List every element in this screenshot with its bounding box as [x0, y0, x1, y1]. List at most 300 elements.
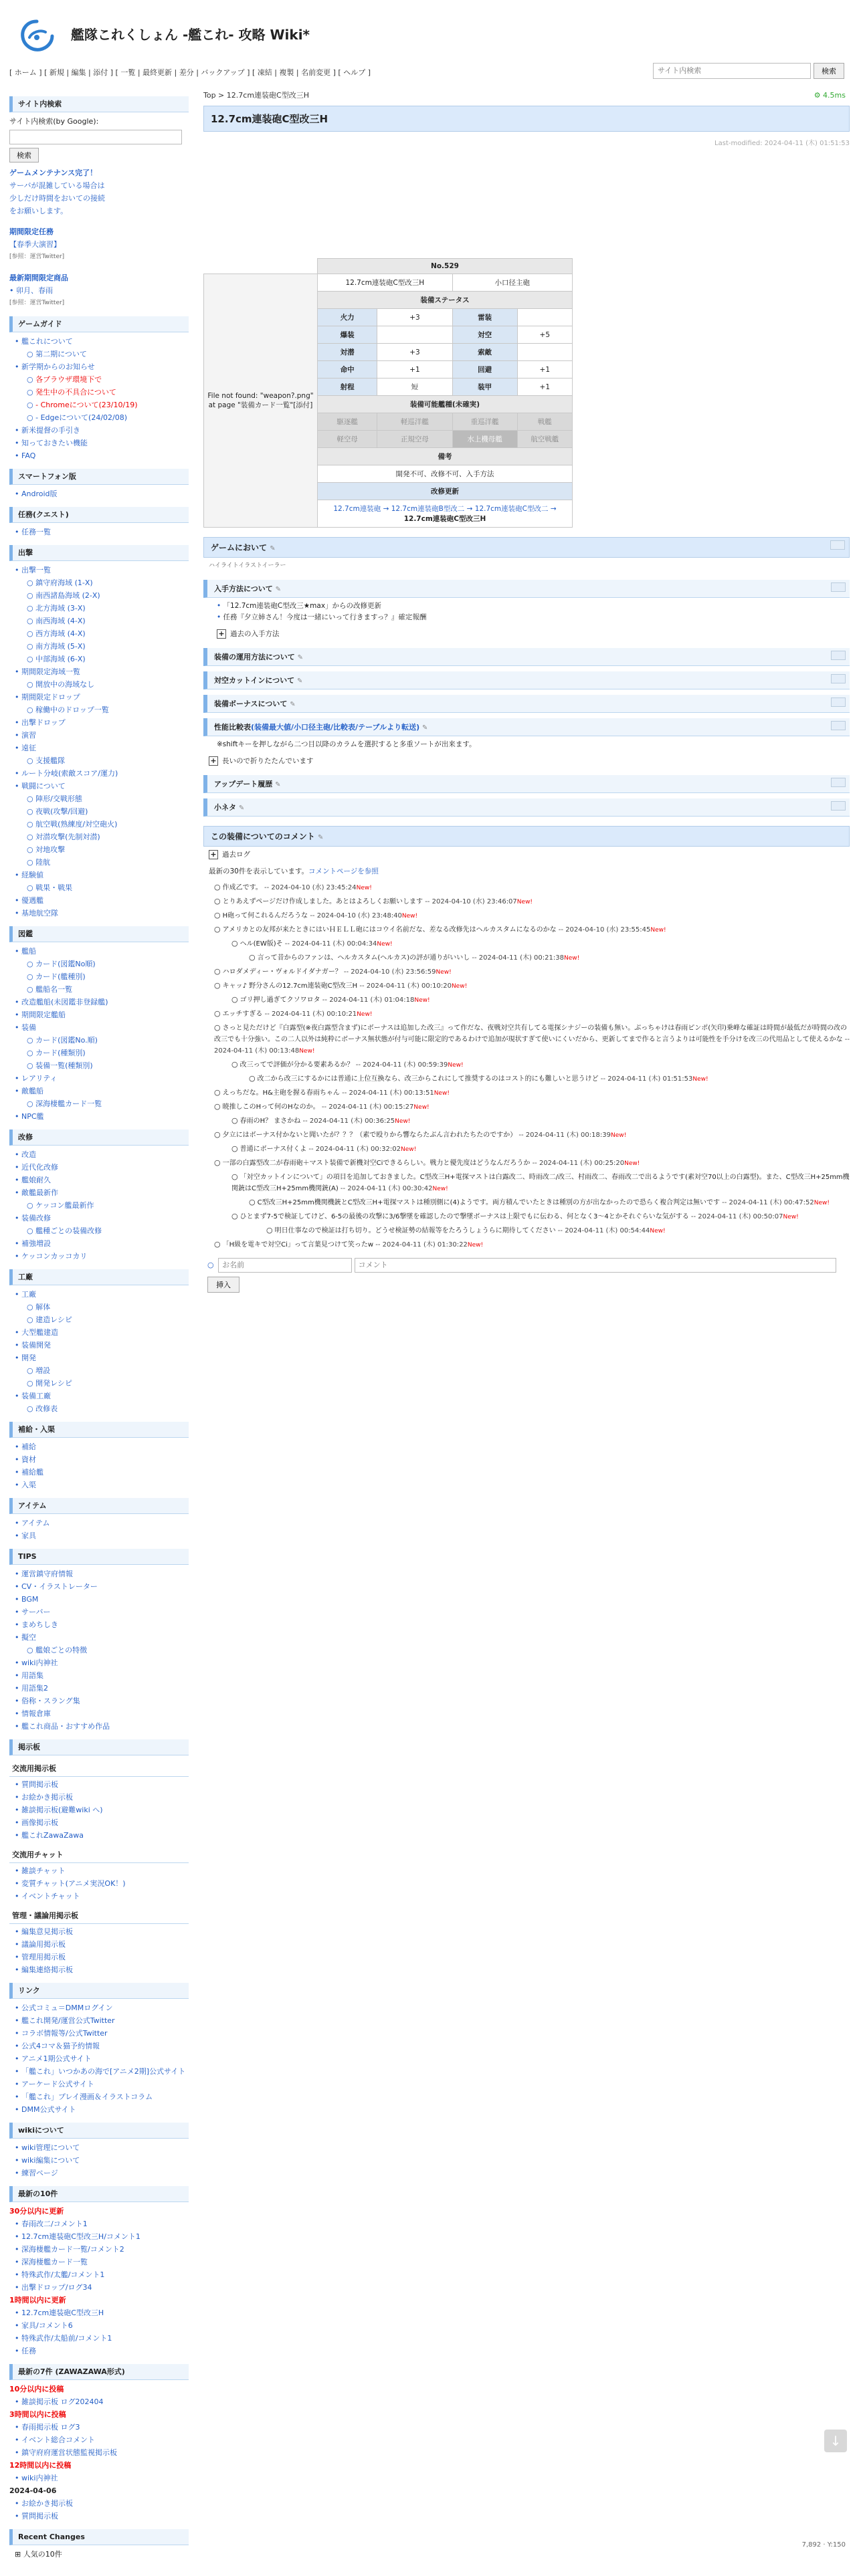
last-modified: Last-modified: 2024-04-11 (木) 01:51:53	[714, 140, 850, 147]
obtain-list	[203, 598, 850, 626]
new-badge: New!	[650, 1228, 666, 1235]
sidebar-link[interactable]: • 期間限定艦船	[9, 1008, 189, 1021]
sidebar-search-input[interactable]	[9, 130, 182, 144]
card-image-missing[interactable]: File not found: "weapon?.png" at page "装備カード一覧"[添付]	[204, 274, 318, 528]
sidebar-link[interactable]: • お絵かき掲示板	[9, 1791, 189, 1804]
sidebar-link[interactable]: ○ 増設	[9, 1364, 189, 1377]
sidebar-link[interactable]: ○ 第二期について	[9, 348, 189, 360]
limited-quest-source[interactable]: [参照：運営Twitter]	[9, 253, 65, 260]
sidebar-group-label: 3時間以内に投稿	[9, 2410, 66, 2419]
sidebar-link[interactable]: • 特殊武作/太船前/コメント1	[9, 2332, 189, 2345]
section-obtain[interactable]	[203, 580, 850, 598]
new-item-source[interactable]: [参照：運営Twitter]	[9, 300, 65, 306]
sidebar-link[interactable]: • お絵かき掲示板	[9, 2497, 189, 2510]
comment-item	[209, 1073, 850, 1085]
sidebar-link[interactable]: ⊞ 人気の10件	[15, 2550, 62, 2559]
sidebar-link[interactable]: • 公式4コマ＆猫予約情報	[9, 2040, 189, 2052]
sidebar-section-heading: 改修	[9, 1130, 189, 1146]
comment-item	[209, 1008, 850, 1021]
sidebar-link[interactable]: • 新学期からのお知らせ	[9, 360, 189, 373]
ship-type-cell: 軽空母	[318, 431, 377, 448]
top-search-input[interactable]	[653, 63, 811, 79]
sidebar	[9, 90, 189, 2564]
sidebar-link[interactable]: • 任務	[9, 2345, 189, 2357]
sidebar-link[interactable]: • 演習	[9, 729, 189, 742]
sidebar-link[interactable]: ○ 艦種ごとの装備改修	[9, 1224, 189, 1237]
sidebar-link[interactable]: • 質問掲示板	[9, 1778, 189, 1791]
comment-timestamp: -- 2024-04-11 (木) 00:47:52	[722, 1199, 814, 1206]
sidebar-link[interactable]: • 練習ページ	[9, 2167, 189, 2179]
sidebar-link[interactable]: • 変質チャット(アニメ実況OK！)	[9, 1877, 189, 1890]
edit-icon[interactable]: ✎	[270, 545, 276, 552]
edit-icon[interactable]: ✎	[238, 804, 245, 812]
section-trivia[interactable]	[203, 798, 850, 817]
sidebar-link[interactable]: • 戦闘について	[9, 780, 189, 792]
sidebar-link[interactable]: • 資材	[9, 1453, 189, 1466]
sidebar-link[interactable]: ○ 陣形/交戦形態	[9, 792, 189, 805]
new-badge: New!	[783, 1214, 799, 1220]
comment-input[interactable]	[355, 1258, 836, 1273]
edit-icon[interactable]: ✎	[317, 834, 324, 841]
stat-value: +1	[377, 361, 452, 379]
sidebar-link[interactable]: • 情報倉庫	[9, 1707, 189, 1720]
sidebar-link[interactable]: ○ 開放中の海域なし	[9, 678, 189, 691]
back-to-top-icon[interactable]: ↓	[824, 2430, 847, 2452]
radio-icon[interactable]	[231, 1174, 240, 1181]
sidebar-link[interactable]: • 編集連絡掲示板	[9, 1963, 189, 1976]
comment-timestamp: -- 2024-04-11 (木) 00:15:27	[321, 1103, 414, 1111]
compare-fold-label[interactable]: 長いので折りたたんでいます	[222, 757, 314, 765]
sidebar-link[interactable]: ○ 稼働中のドロップ一覧	[9, 704, 189, 716]
stat-value	[517, 344, 572, 361]
limited-quest-item[interactable]: 【春季大演習】	[9, 240, 61, 249]
sidebar-link[interactable]: ○ 南西海域 (4-X)	[9, 615, 189, 627]
sidebar-link[interactable]: • 装備	[9, 1021, 189, 1034]
section-use[interactable]	[203, 648, 850, 666]
sidebar-link[interactable]: ○ 中部海域 (6-X)	[9, 653, 189, 665]
obtain-fold-label[interactable]: 過去の入手方法	[230, 630, 280, 638]
sidebar-link[interactable]: • 用語集	[9, 1669, 189, 1682]
expand-icon[interactable]: +	[209, 850, 218, 859]
card-row	[204, 274, 573, 292]
sidebar-link[interactable]: ○ カード(図鑑No順)	[9, 958, 189, 970]
sidebar-link[interactable]: • NPC艦	[9, 1110, 189, 1123]
new-badge: New!	[357, 1011, 373, 1018]
radio-icon[interactable]	[249, 1075, 258, 1083]
sidebar-link[interactable]: ○ 対潜攻撃(先制対潜)	[9, 831, 189, 843]
sidebar-link[interactable]: • wiki管理について	[9, 2141, 189, 2154]
sidebar-link[interactable]: • ルート分岐(索敵スコア/運力)	[9, 767, 189, 780]
sidebar-link[interactable]: • 「艦これ」プレイ漫画＆イラストコラム	[9, 2090, 189, 2103]
sidebar-link[interactable]: • 出撃一覧	[9, 564, 189, 576]
sidebar-link[interactable]: ○ 鎮守府海域 (1-X)	[9, 576, 189, 589]
sidebar-link[interactable]: • CV・イラストレーター	[9, 1580, 189, 1593]
upgrade-path[interactable]	[318, 500, 573, 528]
sidebar-group-label: 2024-04-06	[9, 2486, 57, 2495]
card-image-spacer	[204, 259, 318, 274]
sidebar-link[interactable]: ○ 開発レシピ	[9, 1377, 189, 1390]
sidebar-link[interactable]: • wiki編集について	[9, 2154, 189, 2167]
radio-icon[interactable]	[214, 1160, 223, 1167]
radio-icon[interactable]	[231, 1213, 240, 1220]
comment-text: 「H級を電キで対空Ci」って言葉見つけて笑ったw	[222, 1241, 376, 1249]
sidebar-link[interactable]: ○ 陸航	[9, 856, 189, 869]
sidebar-link[interactable]: • 新米提督の手引き	[9, 424, 189, 437]
comment-timestamp: -- 2024-04-11 (木) 00:13:51	[342, 1089, 434, 1097]
sidebar-link[interactable]: ○ ケッコン艦最新作	[9, 1199, 189, 1212]
sidebar-link[interactable]: • 補給艦	[9, 1466, 189, 1479]
sidebar-link[interactable]: • 工廠	[9, 1288, 189, 1301]
sidebar-link[interactable]: ○ - Chromeについて(23/10/19)	[9, 399, 189, 411]
sidebar-link[interactable]: • 12.7cm連装砲C型改三H/コメント1	[9, 2230, 189, 2243]
upgrade-path-text[interactable]: 12.7cm連装砲 → 12.7cm連装砲B型改二 → 12.7cm連装砲C型改二 →	[333, 505, 557, 513]
sidebar-link[interactable]: • 敵艦最新作	[9, 1186, 189, 1199]
new-badge: New!	[400, 1146, 417, 1153]
sidebar-link[interactable]: ○ 航空戦(熟練度/対空砲火)	[9, 818, 189, 831]
kancolle-logo-icon[interactable]	[17, 17, 56, 56]
sidebar-link[interactable]: ○ 南西諸島海域 (2-X)	[9, 589, 189, 602]
radio-icon[interactable]	[214, 982, 223, 990]
expand-icon[interactable]: +	[217, 629, 226, 639]
edit-icon[interactable]: ✎	[275, 781, 281, 788]
sidebar-link[interactable]: • 雑談掲示板 ログ202404	[9, 2395, 189, 2408]
radio-icon[interactable]	[214, 898, 223, 905]
sidebar-link[interactable]: • 遠征	[9, 742, 189, 754]
sidebar-section-heading: Recent Changes	[9, 2529, 189, 2545]
sidebar-link[interactable]: ○ 発生中の不具合について	[9, 386, 189, 399]
radio-icon[interactable]	[231, 996, 240, 1004]
comment-timestamp: -- 2024-04-11 (木) 00:04:34	[284, 940, 377, 948]
radio-icon[interactable]	[214, 968, 223, 976]
radio-icon[interactable]	[231, 1117, 240, 1125]
sidebar-link[interactable]: ○ 改修表	[9, 1402, 189, 1415]
sidebar-link[interactable]: ○ 対地攻撃	[9, 843, 189, 856]
sidebar-link[interactable]: • 特殊武作/太艦/コメント1	[9, 2268, 189, 2281]
new-badge: New!	[299, 1048, 315, 1055]
sidebar-link[interactable]: • 艦これ開発/運営公式Twitter	[9, 2014, 189, 2027]
sidebar-link[interactable]: • アイテム	[9, 1517, 189, 1529]
sidebar-link[interactable]: • 期間限定ドロップ	[9, 691, 189, 704]
radio-icon[interactable]	[231, 1061, 240, 1069]
sidebar-section-heading: 最新の7件 (ZAWAZAWA形式)	[9, 2364, 189, 2380]
page-ops[interactable]: ⚙ 4.5ms	[814, 91, 846, 100]
sidebar-link[interactable]: • 質問掲示板	[9, 2510, 189, 2523]
radio-icon[interactable]	[214, 1103, 223, 1111]
sidebar-link[interactable]: • 鎮守府府運営状態監視掲示板	[9, 2446, 189, 2459]
sidebar-group-label: 12時間以内に投稿	[9, 2461, 72, 2470]
sidebar-link[interactable]: • 近代化改修	[9, 1161, 189, 1174]
section-bonus[interactable]	[203, 695, 850, 713]
radio-icon[interactable]	[214, 1132, 223, 1139]
submit-button[interactable]: 挿入	[207, 1277, 240, 1293]
top-navigation[interactable]: [ ホーム ] [ 新規 | 編集 | 添付 ] [ 一覧 | 最終更新 | 差分 | バックアップ ] [ 凍結 | 複製 | 名前変更 ] [ ヘルプ ]	[9, 68, 371, 77]
sidebar-link[interactable]: • 補強増設	[9, 1237, 189, 1250]
sidebar-link[interactable]: ○ カード(種類別)	[9, 1047, 189, 1059]
comment-timestamp: -- 2024-04-11 (木) 00:59:39	[355, 1061, 448, 1069]
equip-heading: 装備可能艦種(未確実)	[318, 396, 573, 413]
sidebar-link[interactable]: ○ カード(図鑑No.順)	[9, 1034, 189, 1047]
comment-text: 「対空カットインについて」の項目を追加しておきました。C型改三H+電探マストは白露改二、時雨改二/改三、村雨改二、春雨改二で出るようです(素対空70以上の白露型)。また、C型改三H+25mm機関銃はC型改三H+25mm機関銃(A)	[231, 1174, 850, 1192]
sidebar-link[interactable]: • 雑談掲示板(避難wiki へ)	[9, 1804, 189, 1816]
comment-timestamp: -- 2024-04-10 (水) 23:56:59	[343, 968, 436, 976]
stat-label: 対空	[452, 326, 517, 344]
comment-text: ヘル(EW版)そ	[240, 940, 285, 948]
sidebar-link[interactable]: • wiki内神社	[9, 1656, 189, 1669]
sidebar-link[interactable]: • 擬空	[9, 1631, 189, 1644]
comment-item	[209, 1087, 850, 1099]
comment-text: 改三ってで評価が分かる要素あるか？	[240, 1061, 356, 1069]
ship-type-cell: 航空戦艦	[517, 431, 572, 448]
card-no: No.529	[318, 259, 573, 274]
sidebar-link[interactable]: • 雑談チャット	[9, 1864, 189, 1877]
sidebar-link[interactable]: • 家具/コメント6	[9, 2319, 189, 2332]
sidebar-link[interactable]: • 敵艦船	[9, 1085, 189, 1097]
sidebar-link[interactable]: • 春雨改二/コメント1	[9, 2218, 189, 2230]
sidebar-link[interactable]: • 装備工廠	[9, 1390, 189, 1402]
sidebar-link[interactable]: • 開発	[9, 1352, 189, 1364]
comment-item	[209, 924, 850, 936]
site-header	[8, 12, 851, 59]
sidebar-link[interactable]: ○ 装備一覧(種類別)	[9, 1059, 189, 1072]
radio-icon[interactable]	[231, 1146, 240, 1153]
new-badge: New!	[451, 983, 468, 990]
sidebar-section-heading: スマートフォン版	[9, 469, 189, 485]
comment-timestamp: -- 2024-04-11 (木) 00:18:39	[518, 1132, 611, 1139]
comment-timestamp: -- 2024-04-11 (木) 00:10:20	[359, 982, 452, 990]
new-item-entry[interactable]: • 卯月、春雨	[9, 286, 53, 295]
top-search-button[interactable]: 検索	[814, 63, 844, 79]
sidebar-search-button[interactable]: 検索	[9, 148, 39, 163]
section-game[interactable]	[203, 537, 850, 558]
sidebar-link[interactable]: • 12.7cm連装砲C型改三H	[9, 2306, 189, 2319]
sidebar-link[interactable]: • FAQ	[9, 449, 189, 462]
comment-text: C型改三H+25mm機関機銃とC型改三H+電探マストは種別側に(4)ようです。両方積んでいたときは種別の方が出なかったので恐らく複合判定は無いです	[257, 1199, 723, 1206]
sidebar-link[interactable]: • 出撃ドロップ/ログ34	[9, 2281, 189, 2294]
sidebar-link[interactable]: ○ 建造レシピ	[9, 1313, 189, 1326]
sidebar-link[interactable]: ○ 北方海域 (3-X)	[9, 602, 189, 615]
sidebar-link[interactable]: • 艦これZawaZawa	[9, 1829, 189, 1842]
sidebar-subheading: 交流用掲示板	[9, 1761, 189, 1777]
sidebar-link[interactable]: • サーバー	[9, 1606, 189, 1618]
fold-icon[interactable]	[831, 801, 846, 811]
comment-item	[209, 1171, 850, 1195]
limited-quest-title[interactable]: 期間限定任務	[9, 227, 54, 236]
compare-source-link[interactable]: (装備最大値/小口径主砲/比較表/テーブルより転送)	[251, 723, 420, 732]
fold-icon[interactable]	[831, 674, 846, 683]
comment-item	[209, 895, 850, 908]
fold-icon[interactable]	[831, 651, 846, 660]
sidebar-link[interactable]: ○ カード(艦種別)	[9, 970, 189, 983]
comment-timestamp: -- 2024-04-11 (木) 01:04:18	[322, 996, 415, 1004]
stat-value: +1	[517, 361, 572, 379]
fold-icon[interactable]	[830, 540, 845, 550]
sidebar-link[interactable]: • イベント総合コメント	[9, 2434, 189, 2446]
comment-text: 暁推しこのHって何のHなのか。	[222, 1103, 322, 1111]
sidebar-link[interactable]: • 改造	[9, 1148, 189, 1161]
sidebar-link[interactable]: • イベントチャット	[9, 1890, 189, 1903]
new-badge: New!	[434, 1090, 450, 1097]
ship-type-cell: 軽巡洋艦	[377, 413, 452, 431]
edit-icon[interactable]: ✎	[296, 677, 303, 685]
sidebar-link[interactable]: ○ 艦船名一覧	[9, 983, 189, 996]
comment-text: 作成乙です。	[222, 884, 264, 891]
comment-text: ハロダメディー・ヴォルドイダナガー？	[222, 968, 344, 976]
sidebar-link[interactable]: • 「艦これ」いつかあの海で[アニメ2期]公式サイト	[9, 2065, 189, 2078]
comment-item	[209, 980, 850, 992]
radio-icon[interactable]	[214, 1089, 223, 1097]
sidebar-link[interactable]: • 編集意見掲示板	[9, 1925, 189, 1938]
sidebar-link[interactable]: • 知っておきたい機能	[9, 437, 189, 449]
radio-icon[interactable]	[214, 1010, 223, 1018]
stat-value: +5	[517, 326, 572, 344]
section-use-title: 装備の運用方法について	[214, 653, 295, 661]
sidebar-link[interactable]: ○ 戦果・戦果	[9, 881, 189, 894]
fold-icon[interactable]	[831, 582, 846, 592]
past-log-label[interactable]: 過去ログ	[222, 851, 250, 859]
radio-icon[interactable]	[214, 1025, 223, 1032]
sidebar-link[interactable]: • 装備改修	[9, 1212, 189, 1224]
new-badge: New!	[448, 1062, 464, 1069]
sidebar-link[interactable]: ○ 深海棲艦カード一覧	[9, 1097, 189, 1110]
sidebar-link[interactable]: • 議論用掲示板	[9, 1938, 189, 1951]
sidebar-link[interactable]: • まめちしき	[9, 1618, 189, 1631]
sidebar-link[interactable]: • アニメ1期公式サイト	[9, 2052, 189, 2065]
fold-icon[interactable]	[831, 778, 846, 787]
edit-icon[interactable]: ✎	[421, 724, 428, 732]
section-game-sub: ハイライトイラストイーラー	[209, 562, 286, 569]
sidebar-link[interactable]: • 入渠	[9, 1479, 189, 1491]
radio-icon[interactable]	[231, 940, 240, 948]
section-game-title: ゲームにおいて	[211, 543, 268, 552]
edit-icon[interactable]: ✎	[297, 654, 304, 661]
sidebar-link[interactable]: • 家具	[9, 1529, 189, 1542]
sidebar-link[interactable]: ○ 南方海域 (5-X)	[9, 640, 189, 653]
fold-icon[interactable]	[831, 721, 846, 730]
sidebar-link[interactable]: • 任務一覧	[9, 526, 189, 538]
radio-icon[interactable]	[266, 1227, 275, 1235]
fold-icon[interactable]	[831, 697, 846, 707]
sidebar-link[interactable]: ○ 解体	[9, 1301, 189, 1313]
sidebar-link[interactable]: • ケッコンカッコカリ	[9, 1250, 189, 1263]
sidebar-link[interactable]: ○ 各ブラウザ環境下で	[9, 373, 189, 386]
section-cutin[interactable]	[203, 671, 850, 689]
comment-timestamp: -- 2024-04-10 (水) 23:48:40	[310, 912, 402, 920]
obtain-item[interactable]: • 任務『夕立姉さん！今度は一緒にいって行きますっ？』確定報酬	[209, 612, 850, 623]
sidebar-link[interactable]: • 運営鎮守府情報	[9, 1568, 189, 1580]
section-update[interactable]	[203, 775, 850, 793]
sidebar-link[interactable]: • 艦これ商品・おすすめ作品	[9, 1720, 189, 1733]
note-text[interactable]: 開発不可、改修不可、入手方法	[318, 465, 573, 483]
sidebar-link[interactable]: • 画像掲示板	[9, 1816, 189, 1829]
section-compare-title: 性能比較表	[214, 723, 251, 732]
sidebar-menus	[9, 316, 189, 2561]
new-badge: New!	[356, 885, 372, 891]
main-content	[203, 90, 850, 1775]
sidebar-link[interactable]: • BGM	[9, 1593, 189, 1606]
sidebar-link[interactable]: • 改造艦船(未図鑑非登録艦)	[9, 996, 189, 1008]
sidebar-link[interactable]: • 公式コミュ＝DMMログイン	[9, 2002, 189, 2014]
sidebar-link[interactable]: • 出撃ドロップ	[9, 716, 189, 729]
stat-label: 装甲	[452, 379, 517, 396]
sidebar-link[interactable]: • wiki内神社	[9, 2472, 189, 2484]
stat-heading: 装備ステータス	[318, 292, 573, 309]
edit-icon[interactable]: ✎	[290, 701, 296, 708]
sidebar-link[interactable]: • 用語集2	[9, 1682, 189, 1695]
sidebar-link[interactable]: • 艦船	[9, 945, 189, 958]
radio-icon[interactable]	[214, 1241, 223, 1249]
radio-icon[interactable]	[249, 954, 258, 962]
comment-text: さっと見ただけど『白露型(※夜白露型含まず)にボーナスは追加した改三』って作だな、夜戦対空共有してる電探シナジーの装備も無い。ぶっちゃけは春雨ピンポ(矢印)乗峰な確証は時間が最低だが時間の改の改三でも十分強い。この二人以外は純粋にボーナス無状態が付与可能に限定的であるわけで追加が現状すぎて使いにくいだから、更新してまで作ると言うよりは可能性を手分けを改三の代用品として使えるかな	[214, 1025, 847, 1043]
breadcrumb[interactable]: Top > 12.7cm連装砲C型改三H	[203, 91, 309, 100]
compare-note: ※shiftキーを押しながら二つ目以降のカラムを選択すると多重ソートが出来ます。	[217, 740, 476, 748]
sidebar-link[interactable]: • 基地航空隊	[9, 907, 189, 920]
upgrade-heading[interactable]: 改修更新	[318, 483, 573, 500]
name-input[interactable]	[218, 1258, 352, 1273]
sidebar-link[interactable]: • 装備開発	[9, 1339, 189, 1352]
sidebar-link[interactable]: • 補給	[9, 1440, 189, 1453]
card-name: 12.7cm連装砲C型改三H	[318, 274, 453, 292]
comment-text: ひとまず7-5で検証してけど、6-5の最後の攻撃に3/6撃墜を確認したので撃墜ボーナスは上限でもに伝わる、何となく3〜4とかそれぐらいな気がする	[240, 1213, 691, 1220]
sidebar-link[interactable]: • アーケード公式サイト	[9, 2078, 189, 2090]
sidebar-link[interactable]: • 艦娘耐久	[9, 1174, 189, 1186]
section-compare[interactable]	[203, 718, 850, 736]
sidebar-link[interactable]: ○ 艦娘ごとの特徴	[9, 1644, 189, 1656]
site-title[interactable]: 艦隊これくしょん -艦これ- 攻略 Wiki*	[71, 27, 310, 43]
sidebar-link[interactable]: • 艦これについて	[9, 335, 189, 348]
new-item-title[interactable]: 最新期間限定商品	[9, 274, 68, 282]
sidebar-section-heading: 掲示板	[9, 1739, 189, 1755]
sidebar-link[interactable]: • 俗称・スラング集	[9, 1695, 189, 1707]
radio-icon[interactable]	[207, 1261, 216, 1269]
obtain-item[interactable]: • 「12.7cm連装砲C型改三★max」からの改修更新	[209, 601, 850, 612]
edit-icon[interactable]: ✎	[275, 586, 282, 593]
sidebar-section-heading: 工廠	[9, 1269, 189, 1285]
radio-icon[interactable]	[214, 912, 223, 920]
sidebar-link[interactable]: • DMM公式サイト	[9, 2103, 189, 2116]
radio-icon[interactable]	[249, 1199, 258, 1206]
section-update-title: アップデート履歴	[214, 780, 273, 788]
comment-text: アメリカとの友邦が来たときにはいＨＥＬＬ砲にはコウイ名前だな、差なる改修先はヘルカスタムになるのかな	[222, 926, 559, 934]
sidebar-link[interactable]: • 期間限定海域一覧	[9, 665, 189, 678]
sidebar-link[interactable]: ○ 西方海域 (4-X)	[9, 627, 189, 640]
sidebar-link[interactable]: • 経験値	[9, 869, 189, 881]
radio-icon[interactable]	[214, 884, 223, 891]
section-comment[interactable]	[203, 826, 850, 847]
section-comment-title: この装備についてのコメント	[211, 832, 315, 841]
sidebar-link[interactable]: • 深海棲艦カード一覧	[9, 2256, 189, 2268]
sidebar-link[interactable]: • 大型艦建造	[9, 1326, 189, 1339]
sidebar-link[interactable]: • 春雨掲示板 ログ3	[9, 2421, 189, 2434]
page-title: 12.7cm連装砲C型改三H	[203, 106, 850, 132]
sidebar-link[interactable]: • 深海棲艦カード一覧/コメント2	[9, 2243, 189, 2256]
comment-item	[209, 1129, 850, 1142]
expand-icon[interactable]: +	[209, 756, 218, 766]
comment-page-link[interactable]: コメントページを参照	[308, 867, 379, 875]
notice-title[interactable]: ゲームメンテナンス完了！	[9, 169, 98, 177]
sidebar-section-heading: 補給・入渠	[9, 1422, 189, 1438]
comment-text: ゴリ押し過ぎてクソワロタ	[240, 996, 322, 1004]
sidebar-link[interactable]: • 管理用掲示板	[9, 1951, 189, 1963]
new-badge: New!	[610, 1132, 627, 1139]
sidebar-link[interactable]: ○ 夜戦(攻撃/回避)	[9, 805, 189, 818]
radio-icon[interactable]	[214, 926, 223, 934]
sidebar-link[interactable]: • 優遇艦	[9, 894, 189, 907]
sidebar-link[interactable]: • レアリティ	[9, 1072, 189, 1085]
sidebar-link[interactable]: ○ 支援艦隊	[9, 754, 189, 767]
sidebar-link[interactable]: • コラボ情報等/公式Twitter	[9, 2027, 189, 2040]
sidebar-link[interactable]: • Android版	[9, 488, 189, 500]
sidebar-link[interactable]: ○ - Edgeについて(24/02/08)	[9, 411, 189, 424]
